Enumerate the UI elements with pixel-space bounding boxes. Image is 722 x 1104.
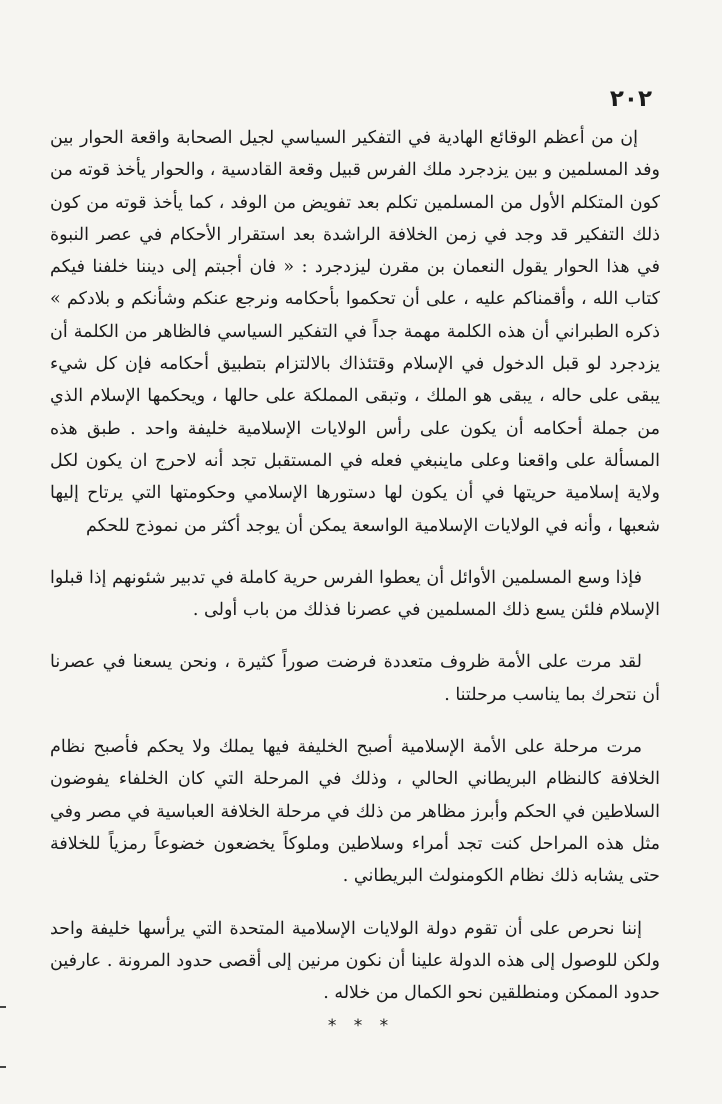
paragraph-2: فإذا وسع المسلمين الأوائل أن يعطوا الفرس حرية كاملة في تدبير شئونهم إذا قبلوا الإسلام فلئن يسع ذلك المسلمين في عصرنا فذلك من باب أولى .	[50, 567, 660, 621]
paragraph-3: لقد مرت على الأمة ظروف متعددة فرضت صوراً كثيرة ، ونحن يسعنا في عصرنا أن نتحرك بما يناسب مرحلتنا .	[50, 652, 660, 705]
margin-mark	[0, 1006, 6, 1008]
paragraph-4: مرت مرحلة على الأمة الإسلامية أصبح الخليفة فيها يملك ولا يحكم فأصبح نظام الخلافة كالنظام البريطاني الحالي ، وذلك في المرحلة التي كان الخلفاء يفوضون السلاطين في الحكم وأبرز مظاهر من ذلك في مرحلة الخلافة العباسية في مصر وفي مثل هذه المراحل كنت تجد أمراء وسلاطين وملوكاً يخضعون خضوعاً رمزياً للخلافة حتى يشابه ذلك نظام الكومنولث البريطاني .	[50, 737, 660, 887]
body-text	[50, 122, 660, 1009]
paragraph-1: إن من أعظم الوقائع الهادية في التفكير السياسي لجيل الصحابة واقعة الحوار بين وفد المسلمين و بين يزدجرد ملك الفرس قبيل وقعة القادسية ، والحوار يأخذ قوته من كون المتكلم الأول من المسلمين تكلم بعد تفويض من الوفد ، كما يأخذ قوته من كون ذلك التفكير قد وجد في زمن الخلافة الراشدة بعد استقرار الأحكام في عصر النبوة في هذا الحوار يقول النعمان بن مقرن ليزدجرد : « فان أجبتم إلى ديننا خلفنا فيكم كتاب الله ، وأقمناكم عليه ، على أن تحكموا بأحكامه ونرجع عنكم وشأنكم و بلادكم » ذكره الطبراني أن هذه الكلمة مهمة جداً في التفكير السياسي فالظاهر من الكلمة أن يزدجرد لو قبل الدخول في الإسلام وقتئذاك بالالتزام بتطبيق أحكامه فإن كل شيء يبقى على حاله ، يبقى هو الملك ، وتبقى المملكة على حالها ، ويحكمها الإسلام الذي من جملة أحكامه أن يكون على رأس الولايات الإسلامية خليفة واحد . طبق هذه المسألة على واقعنا وعلى ماينبغي فعله في المستقبل تجد أنه لاحرج ان يكون لكل ولاية إسلامية حريتها في أن يكون لها دستورها الإسلامي وحكومتها التي يرتاح إليها شعبها ، وأنه في الولايات الإسلامية الواسعة يمكن أن يوجد أكثر من نموذج للحكم	[50, 128, 660, 536]
paragraph-5: إننا نحرص على أن تقوم دولة الولايات الإسلامية المتحدة التي يرأسها خليفة واحد ولكن للوصول إلى هذه الدولة علينا أن نكون مرنين إلى أقصى حدود المرونة . عارفين حدود الممكن ومنطلقين نحو الكمال من خلاله .	[50, 918, 660, 1004]
margin-mark	[0, 1066, 6, 1068]
page-number: ٢٠٢	[609, 86, 652, 112]
section-divider: * * *	[327, 1016, 395, 1036]
